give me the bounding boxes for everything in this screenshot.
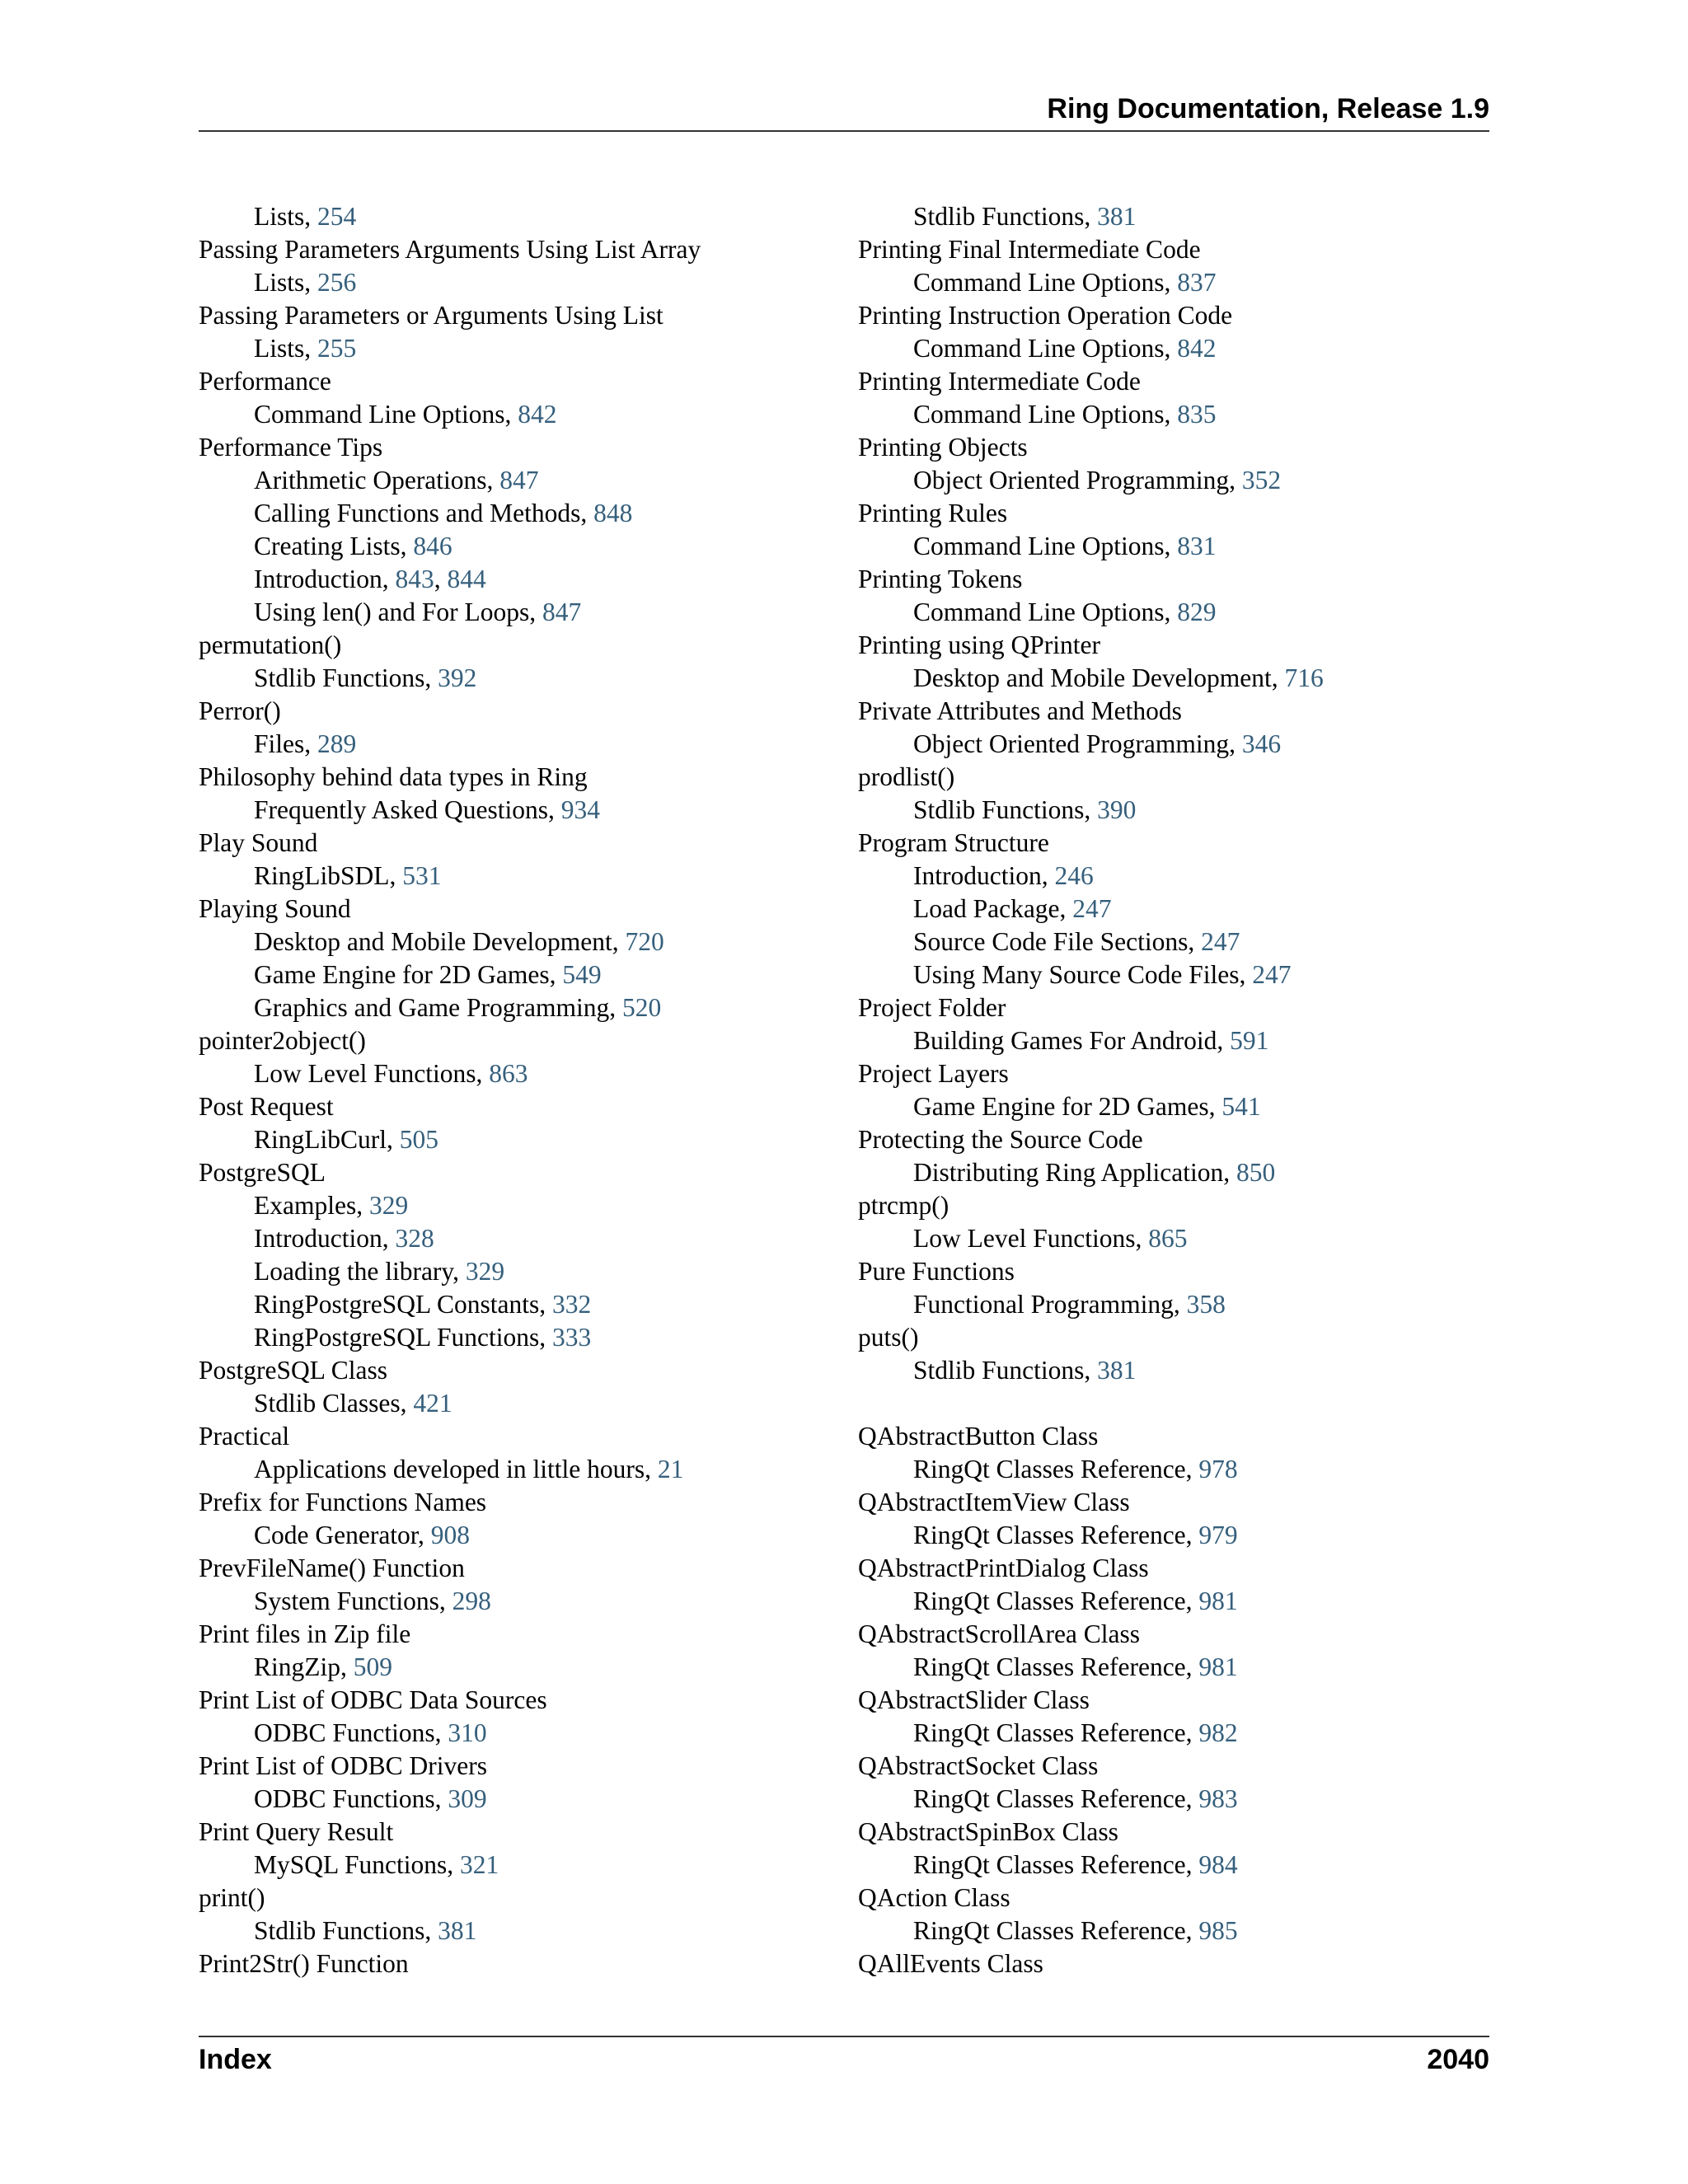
page-link[interactable]: 831 bbox=[1177, 532, 1217, 560]
page-link[interactable]: 842 bbox=[518, 400, 557, 429]
page-link[interactable]: 983 bbox=[1198, 1784, 1238, 1813]
index-subentry bbox=[858, 200, 1489, 233]
index-entry-label: System Functions, bbox=[254, 1586, 452, 1615]
page-link[interactable]: 549 bbox=[562, 960, 602, 989]
index-entry bbox=[199, 1750, 842, 1783]
page-link[interactable]: 846 bbox=[413, 532, 452, 560]
index-entry bbox=[858, 1816, 1489, 1849]
index-entry bbox=[199, 1156, 842, 1189]
index-entry-label: Low Level Functions, bbox=[913, 1224, 1149, 1253]
index-entry-label: RingQt Classes Reference, bbox=[913, 1652, 1199, 1681]
index-column-left bbox=[199, 200, 842, 1980]
page-link[interactable]: 328 bbox=[395, 1224, 434, 1253]
index-subentry bbox=[199, 497, 842, 530]
index-entry-label: Source Code File Sections, bbox=[913, 927, 1202, 956]
index-entry bbox=[199, 1882, 842, 1915]
page-link[interactable]: 332 bbox=[552, 1290, 592, 1319]
index-subentry bbox=[199, 1453, 842, 1486]
index-subentry bbox=[858, 728, 1489, 761]
page-link[interactable]: 509 bbox=[353, 1652, 393, 1681]
index-entry bbox=[858, 299, 1489, 332]
index-entry bbox=[858, 1057, 1489, 1090]
index-entry-label: QAbstractSlider Class bbox=[858, 1685, 1090, 1714]
page-link[interactable]: 837 bbox=[1177, 268, 1217, 297]
index-entry-label: QAbstractButton Class bbox=[858, 1422, 1099, 1451]
index-subentry bbox=[858, 398, 1489, 431]
index-entry bbox=[858, 827, 1489, 860]
page-link[interactable]: 520 bbox=[622, 993, 662, 1022]
index-subentry bbox=[199, 1651, 842, 1684]
index-subentry bbox=[199, 266, 842, 299]
page-link[interactable]: 321 bbox=[460, 1850, 499, 1879]
index-subentry bbox=[199, 728, 842, 761]
index-entry-label: Private Attributes and Methods bbox=[858, 696, 1182, 725]
index-subentry bbox=[858, 1024, 1489, 1057]
index-entry-label: RingPostgreSQL Functions, bbox=[254, 1323, 552, 1352]
index-entry-label: Game Engine for 2D Games, bbox=[913, 1092, 1222, 1121]
index-entry bbox=[858, 1189, 1489, 1222]
page-link[interactable]: 844 bbox=[447, 565, 486, 593]
index-entry bbox=[199, 827, 842, 860]
index-entry-label: Project Folder bbox=[858, 993, 1006, 1022]
index-subentry bbox=[199, 200, 842, 233]
index-subentry bbox=[858, 1651, 1489, 1684]
page-link[interactable]: 848 bbox=[593, 499, 633, 527]
index-subentry bbox=[858, 596, 1489, 629]
index-entry bbox=[199, 695, 842, 728]
index-subentry bbox=[858, 332, 1489, 365]
index-entry bbox=[199, 761, 842, 794]
index-entry-label: Command Line Options, bbox=[254, 400, 518, 429]
index-subentry bbox=[858, 1453, 1489, 1486]
index-entry-label: Printing Objects bbox=[858, 433, 1028, 462]
index-entry bbox=[199, 299, 842, 332]
page-link[interactable]: 829 bbox=[1177, 598, 1217, 626]
index-subentry bbox=[858, 1849, 1489, 1882]
index-entry-label: ODBC Functions, bbox=[254, 1784, 448, 1813]
index-entry bbox=[858, 233, 1489, 266]
page-link[interactable]: 346 bbox=[1241, 729, 1282, 758]
index-entry-label: Printing Rules bbox=[858, 499, 1008, 527]
page-link[interactable]: 358 bbox=[1186, 1290, 1226, 1319]
index-entry-label: Performance bbox=[199, 367, 331, 396]
index-entry-label: Command Line Options, bbox=[913, 400, 1178, 429]
index-entry bbox=[199, 1024, 842, 1057]
index-subentry bbox=[858, 1354, 1489, 1387]
index-entry-label: RingQt Classes Reference, bbox=[913, 1521, 1199, 1549]
index-entry-label: Program Structure bbox=[858, 828, 1049, 857]
index-subentry bbox=[199, 958, 842, 991]
index-entry-label: Stdlib Functions, bbox=[254, 663, 438, 692]
running-footer bbox=[199, 2043, 1489, 2076]
page-link[interactable]: 247 bbox=[1252, 960, 1292, 989]
index-entry-label: PostgreSQL Class bbox=[199, 1356, 387, 1385]
index-entry-label: Practical bbox=[199, 1422, 290, 1451]
index-entry bbox=[858, 1618, 1489, 1651]
page-link[interactable]: 381 bbox=[1097, 1356, 1137, 1385]
index-entry bbox=[858, 1321, 1489, 1354]
page-link[interactable]: 298 bbox=[452, 1586, 491, 1615]
page-link[interactable]: 505 bbox=[399, 1125, 439, 1154]
index-entry-label: Using Many Source Code Files, bbox=[913, 960, 1253, 989]
index-entry-label: RingQt Classes Reference, bbox=[913, 1586, 1199, 1615]
index-entry-label: QAbstractSpinBox Class bbox=[858, 1817, 1118, 1846]
page-link[interactable]: 541 bbox=[1221, 1092, 1261, 1121]
index-entry-label: Project Layers bbox=[858, 1059, 1009, 1088]
index-entry-label: Introduction, bbox=[913, 861, 1055, 890]
index-entry-label: Using len() and For Loops, bbox=[254, 598, 542, 626]
index-entry-label: Calling Functions and Methods, bbox=[254, 499, 594, 527]
index-subentry bbox=[858, 1717, 1489, 1750]
index-subentry bbox=[199, 1321, 842, 1354]
index-entry-label: Philosophy behind data types in Ring bbox=[199, 762, 588, 791]
page-link[interactable]: 421 bbox=[413, 1389, 452, 1418]
index-entry-label: Files, bbox=[254, 729, 318, 758]
index-subentry bbox=[858, 1915, 1489, 1947]
index-entry-label: Protecting the Source Code bbox=[858, 1125, 1143, 1154]
index-subentry bbox=[858, 1519, 1489, 1552]
index-subentry bbox=[199, 1849, 842, 1882]
index-subentry bbox=[199, 1123, 842, 1156]
index-subentry bbox=[858, 794, 1489, 827]
page-link[interactable]: 256 bbox=[317, 268, 357, 297]
page-link[interactable]: 842 bbox=[1177, 334, 1217, 363]
index-entry-label: Prefix for Functions Names bbox=[199, 1488, 487, 1516]
index-subentry bbox=[858, 1585, 1489, 1618]
page-link[interactable]: 984 bbox=[1198, 1850, 1238, 1879]
page-link[interactable]: 982 bbox=[1198, 1718, 1238, 1747]
page-link[interactable]: 310 bbox=[448, 1718, 487, 1747]
index-subentry bbox=[199, 464, 842, 497]
index-entry-label: Post Request bbox=[199, 1092, 334, 1121]
index-entry-label: Lists, bbox=[254, 334, 318, 363]
index-subentry bbox=[858, 266, 1489, 299]
index-entry-label: puts() bbox=[858, 1323, 919, 1352]
index-entry bbox=[858, 1123, 1489, 1156]
index-entry-label: Frequently Asked Questions, bbox=[254, 795, 561, 824]
index-entry-label: Stdlib Functions, bbox=[254, 1916, 438, 1945]
index-entry-label: PrevFileName() Function bbox=[199, 1554, 465, 1582]
index-subentry bbox=[858, 958, 1489, 991]
index-entry-label: Arithmetic Operations, bbox=[254, 466, 500, 494]
index-entry-label: Desktop and Mobile Development, bbox=[254, 927, 626, 956]
index-entry-label: RingQt Classes Reference, bbox=[913, 1784, 1199, 1813]
page-link[interactable]: 352 bbox=[1241, 466, 1282, 494]
index-subentry bbox=[858, 1783, 1489, 1816]
page-link[interactable]: 979 bbox=[1198, 1521, 1238, 1549]
index-entry bbox=[199, 1090, 842, 1123]
index-subentry bbox=[199, 1519, 842, 1552]
index-entry-label: Pure Functions bbox=[858, 1257, 1015, 1286]
index-subentry bbox=[199, 398, 842, 431]
index-entry-label: Applications developed in little hours, bbox=[254, 1455, 658, 1483]
index-entry-label: RingZip, bbox=[254, 1652, 354, 1681]
page-link[interactable]: 289 bbox=[317, 729, 357, 758]
index-entry-label: Introduction, bbox=[254, 565, 396, 593]
header-rule bbox=[199, 130, 1489, 132]
page-link[interactable]: 21 bbox=[657, 1455, 684, 1483]
index-entry bbox=[858, 1750, 1489, 1783]
index-entry bbox=[858, 365, 1489, 398]
index-entry-label: Play Sound bbox=[199, 828, 318, 857]
index-subentry bbox=[858, 1156, 1489, 1189]
index-entry-label: QAllEvents Class bbox=[858, 1949, 1043, 1978]
page-link[interactable]: 716 bbox=[1284, 663, 1324, 692]
index-entry-label: RingQt Classes Reference, bbox=[913, 1455, 1199, 1483]
page-link[interactable]: 720 bbox=[625, 927, 664, 956]
index-subentry bbox=[199, 926, 842, 958]
index-entry-label: QAbstractScrollArea Class bbox=[858, 1619, 1141, 1648]
index-entry bbox=[858, 1420, 1489, 1453]
index-entry-label: Stdlib Classes, bbox=[254, 1389, 414, 1418]
index-subentry bbox=[199, 794, 842, 827]
index-subentry bbox=[858, 1288, 1489, 1321]
index-entry-label: prodlist() bbox=[858, 762, 955, 791]
index-entry-label: permutation() bbox=[199, 630, 342, 659]
page-link[interactable]: 985 bbox=[1198, 1916, 1238, 1945]
index-subentry bbox=[858, 530, 1489, 563]
index-entry-label: QAbstractSocket Class bbox=[858, 1751, 1099, 1780]
index-entry-label: RingQt Classes Reference, bbox=[913, 1850, 1199, 1879]
index-entry bbox=[199, 1816, 842, 1849]
index-subentry bbox=[858, 926, 1489, 958]
index-entry-label: Lists, bbox=[254, 202, 318, 231]
index-entry bbox=[858, 1684, 1489, 1717]
index-entry bbox=[858, 1947, 1489, 1980]
index-entry-label: Introduction, bbox=[254, 1224, 396, 1253]
index-entry-label: Stdlib Functions, bbox=[913, 1356, 1098, 1385]
page-link[interactable]: 835 bbox=[1177, 400, 1217, 429]
index-entry-label: RingPostgreSQL Constants, bbox=[254, 1290, 552, 1319]
index-entry-label: Object Oriented Programming, bbox=[913, 466, 1242, 494]
page-link[interactable]: 847 bbox=[542, 598, 582, 626]
index-entry-label: Printing Instruction Operation Code bbox=[858, 301, 1233, 330]
index-entry bbox=[858, 629, 1489, 662]
index-entry-label: MySQL Functions, bbox=[254, 1850, 460, 1879]
index-entry-label: Command Line Options, bbox=[913, 334, 1178, 363]
page-link[interactable]: 247 bbox=[1201, 927, 1240, 956]
index-subentry bbox=[199, 1189, 842, 1222]
index-subentry bbox=[858, 1090, 1489, 1123]
page-link[interactable]: 381 bbox=[1097, 202, 1137, 231]
page-link[interactable]: 247 bbox=[1072, 894, 1112, 923]
page-link[interactable]: 978 bbox=[1198, 1455, 1238, 1483]
page-link[interactable]: 850 bbox=[1236, 1158, 1276, 1187]
index-entry-label: Building Games For Android, bbox=[913, 1026, 1231, 1055]
index-entry-label: Printing Tokens bbox=[858, 565, 1023, 593]
index-entry-label: Graphics and Game Programming, bbox=[254, 993, 623, 1022]
index-entry bbox=[199, 1420, 842, 1453]
index-entry-label: print() bbox=[199, 1883, 265, 1912]
index-entry bbox=[858, 1486, 1489, 1519]
index-entry-label: Load Package, bbox=[913, 894, 1073, 923]
index-entry-label: RingQt Classes Reference, bbox=[913, 1916, 1199, 1945]
index-subentry bbox=[199, 1057, 842, 1090]
index-entry-label: PostgreSQL bbox=[199, 1158, 326, 1187]
index-entry-label: Passing Parameters or Arguments Using List bbox=[199, 301, 663, 330]
index-subentry bbox=[858, 662, 1489, 695]
page-link[interactable]: 531 bbox=[402, 861, 442, 890]
index-subentry bbox=[858, 860, 1489, 893]
index-entry-label: RingQt Classes Reference, bbox=[913, 1718, 1199, 1747]
index-entry bbox=[858, 497, 1489, 530]
index-entry-label: Printing Intermediate Code bbox=[858, 367, 1141, 396]
index-subentry bbox=[199, 1288, 842, 1321]
page-separator: , bbox=[434, 565, 448, 593]
index-subentry bbox=[199, 563, 842, 596]
index-entry bbox=[199, 1354, 842, 1387]
page-link[interactable]: 863 bbox=[489, 1059, 528, 1088]
index-entry-label: Functional Programming, bbox=[913, 1290, 1187, 1319]
index-entry bbox=[858, 563, 1489, 596]
index-entry bbox=[199, 1618, 842, 1651]
index-subentry bbox=[199, 596, 842, 629]
index-entry bbox=[199, 629, 842, 662]
page-link[interactable]: 981 bbox=[1198, 1652, 1238, 1681]
index-subentry bbox=[199, 1387, 842, 1420]
index-entry bbox=[199, 1552, 842, 1585]
index-entry-label: Loading the library, bbox=[254, 1257, 466, 1286]
index-entry-label: Low Level Functions, bbox=[254, 1059, 490, 1088]
page-link[interactable]: 255 bbox=[317, 334, 357, 363]
page-link[interactable]: 329 bbox=[465, 1257, 505, 1286]
index-entry-label: Printing Final Intermediate Code bbox=[858, 235, 1201, 264]
page-link[interactable]: 843 bbox=[395, 565, 434, 593]
index-entry-label: Command Line Options, bbox=[913, 268, 1178, 297]
index-entry bbox=[858, 1552, 1489, 1585]
index-subentry bbox=[199, 1717, 842, 1750]
index-entry-label: Object Oriented Programming, bbox=[913, 729, 1242, 758]
index-entry-label: Stdlib Functions, bbox=[913, 795, 1098, 824]
index-entry-label: QAction Class bbox=[858, 1883, 1010, 1912]
index-entry-label: Performance Tips bbox=[199, 433, 383, 462]
page-link[interactable]: 381 bbox=[438, 1916, 477, 1945]
index-subentry bbox=[858, 893, 1489, 926]
index-entry bbox=[199, 233, 842, 266]
page-link[interactable]: 254 bbox=[317, 202, 357, 231]
index-subentry bbox=[858, 464, 1489, 497]
index-entry-label: Desktop and Mobile Development, bbox=[913, 663, 1285, 692]
index-entry-label: Print2Str() Function bbox=[199, 1949, 409, 1978]
index-entry-label: Passing Parameters Arguments Using List Array bbox=[199, 235, 701, 264]
index-subentry bbox=[199, 1915, 842, 1947]
index-entry bbox=[858, 1255, 1489, 1288]
index-entry-label: Perror() bbox=[199, 696, 281, 725]
page-link[interactable]: 390 bbox=[1097, 795, 1137, 824]
page-link[interactable]: 981 bbox=[1198, 1586, 1238, 1615]
index-entry-label: Print files in Zip file bbox=[199, 1619, 411, 1648]
index-subentry bbox=[858, 1222, 1489, 1255]
index-entry bbox=[199, 1947, 842, 1980]
footer-page-number: 2040 bbox=[1427, 2044, 1489, 2075]
index-entry-label: RingLibSDL, bbox=[254, 861, 403, 890]
running-header: Ring Documentation, Release 1.9 bbox=[1047, 93, 1489, 124]
index-column-right bbox=[858, 200, 1489, 1980]
index-subentry bbox=[199, 1585, 842, 1618]
index-entry-label: Print List of ODBC Drivers bbox=[199, 1751, 487, 1780]
page-link[interactable]: 309 bbox=[448, 1784, 487, 1813]
index-entry-label: ODBC Functions, bbox=[254, 1718, 448, 1747]
index-entry-label: pointer2object() bbox=[199, 1026, 366, 1055]
page-link[interactable]: 333 bbox=[552, 1323, 592, 1352]
index-entry bbox=[199, 1486, 842, 1519]
index-entry-label: Printing using QPrinter bbox=[858, 630, 1101, 659]
index-subentry bbox=[199, 991, 842, 1024]
index-entry-label: Playing Sound bbox=[199, 894, 351, 923]
index-entry bbox=[199, 1684, 842, 1717]
index-entry-label: Stdlib Functions, bbox=[913, 202, 1098, 231]
index-entry-label: Distributing Ring Application, bbox=[913, 1158, 1236, 1187]
index-entry bbox=[858, 431, 1489, 464]
index-entry-label: Command Line Options, bbox=[913, 598, 1178, 626]
page-link[interactable]: 591 bbox=[1230, 1026, 1269, 1055]
index-entry bbox=[199, 365, 842, 398]
index-entry bbox=[858, 695, 1489, 728]
index-subentry bbox=[199, 1783, 842, 1816]
page-link[interactable]: 908 bbox=[430, 1521, 471, 1549]
index-entry-label: QAbstractPrintDialog Class bbox=[858, 1554, 1149, 1582]
index-subentry bbox=[199, 1255, 842, 1288]
index-entry-label: Command Line Options, bbox=[913, 532, 1178, 560]
index-entry-label: Game Engine for 2D Games, bbox=[254, 960, 563, 989]
index-entry bbox=[858, 761, 1489, 794]
index-subentry bbox=[199, 530, 842, 563]
footer-section: Index bbox=[199, 2044, 272, 2075]
index-entry-label: Print Query Result bbox=[199, 1817, 394, 1846]
index-subentry bbox=[199, 860, 842, 893]
index-entry-label: Code Generator, bbox=[254, 1521, 431, 1549]
index-entry bbox=[858, 991, 1489, 1024]
index-entry-label: Print List of ODBC Data Sources bbox=[199, 1685, 547, 1714]
page-link[interactable]: 246 bbox=[1054, 861, 1094, 890]
index-subentry bbox=[199, 662, 842, 695]
page-link[interactable]: 865 bbox=[1148, 1224, 1188, 1253]
index-entry-label: QAbstractItemView Class bbox=[858, 1488, 1130, 1516]
index-entry-label: ptrcmp() bbox=[858, 1191, 950, 1220]
index-entry-label: Creating Lists, bbox=[254, 532, 414, 560]
index-entry bbox=[199, 893, 842, 926]
page-link[interactable]: 329 bbox=[368, 1191, 409, 1220]
index-entry bbox=[858, 1882, 1489, 1915]
page-link[interactable]: 934 bbox=[560, 795, 600, 824]
footer-rule bbox=[199, 2036, 1489, 2037]
index-entry-label: RingLibCurl, bbox=[254, 1125, 400, 1154]
index-entry bbox=[199, 431, 842, 464]
index-entry-label: Examples, bbox=[254, 1191, 369, 1220]
index-entry-label: Lists, bbox=[254, 268, 318, 297]
page-link[interactable]: 392 bbox=[438, 663, 477, 692]
index-subentry bbox=[199, 332, 842, 365]
index-subentry bbox=[199, 1222, 842, 1255]
page-link[interactable]: 847 bbox=[499, 466, 539, 494]
